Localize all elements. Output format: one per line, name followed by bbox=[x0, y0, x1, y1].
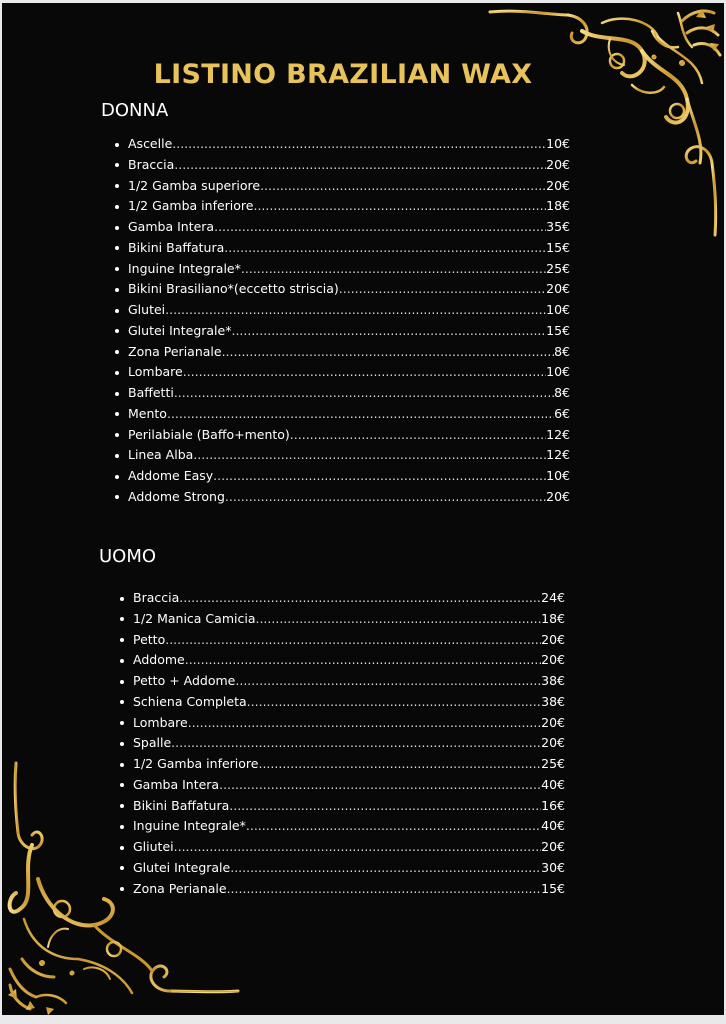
dot-leader bbox=[260, 176, 546, 197]
dot-leader bbox=[214, 217, 546, 238]
item-name: Gliutei bbox=[133, 839, 174, 854]
item-price: 20€ bbox=[546, 177, 570, 193]
item-name: Glutei Integrale* bbox=[128, 322, 232, 338]
price-list-donna bbox=[128, 134, 570, 508]
dot-leader bbox=[183, 362, 546, 383]
list-item bbox=[133, 796, 565, 817]
dot-leader bbox=[247, 692, 541, 713]
item-price: 12€ bbox=[546, 426, 570, 442]
item-price: 18€ bbox=[541, 610, 565, 626]
dot-leader bbox=[290, 425, 546, 446]
dot-leader bbox=[185, 650, 541, 671]
item-name: Lombare bbox=[133, 714, 188, 730]
dot-leader bbox=[339, 279, 546, 300]
list-item bbox=[133, 837, 565, 858]
item-price: 20€ bbox=[546, 281, 570, 297]
dot-leader bbox=[171, 733, 541, 754]
list-item bbox=[128, 362, 570, 383]
list-item bbox=[128, 217, 570, 238]
item-name: 1/2 Gamba inferiore bbox=[133, 756, 259, 771]
item-price: 20€ bbox=[541, 839, 565, 854]
item-price: 20€ bbox=[546, 156, 570, 172]
item-price: 30€ bbox=[541, 859, 565, 875]
dot-leader bbox=[235, 671, 541, 692]
list-item bbox=[128, 404, 570, 425]
list-item bbox=[128, 279, 570, 300]
dot-leader bbox=[231, 321, 546, 342]
list-item bbox=[128, 196, 570, 217]
list-item bbox=[133, 754, 565, 775]
dot-leader bbox=[255, 609, 541, 630]
list-item bbox=[128, 134, 570, 155]
page-title: LISTINO BRAZILIAN WAX bbox=[153, 59, 533, 91]
item-price: 15€ bbox=[546, 322, 570, 338]
dot-leader bbox=[227, 879, 542, 900]
dot-leader bbox=[188, 713, 541, 734]
item-name: Glutei Integrale bbox=[133, 859, 231, 875]
list-item bbox=[128, 300, 570, 321]
item-name: Petto bbox=[133, 631, 166, 647]
item-price: 8€ bbox=[554, 385, 570, 400]
list-item bbox=[133, 692, 565, 713]
dot-leader bbox=[253, 196, 546, 217]
item-name: Petto + Addome bbox=[133, 673, 236, 688]
section-heading-uomo: UOMO bbox=[99, 546, 157, 567]
item-price: 35€ bbox=[546, 219, 570, 234]
dot-leader bbox=[165, 300, 546, 321]
price-list-uomo bbox=[133, 588, 565, 899]
dot-leader bbox=[241, 259, 546, 280]
list-item bbox=[128, 176, 570, 197]
item-price: 20€ bbox=[546, 488, 570, 504]
list-item bbox=[133, 816, 565, 837]
item-price: 18€ bbox=[546, 198, 570, 214]
list-item bbox=[133, 858, 565, 879]
item-name: Braccia bbox=[128, 156, 175, 172]
dot-leader bbox=[230, 858, 541, 879]
list-item bbox=[133, 775, 565, 796]
list-item bbox=[133, 588, 565, 609]
dot-leader bbox=[174, 155, 546, 176]
item-price: 40€ bbox=[541, 776, 565, 792]
item-price: 10€ bbox=[546, 136, 570, 151]
dot-leader bbox=[229, 796, 541, 817]
list-item bbox=[128, 342, 570, 363]
dot-leader bbox=[172, 134, 546, 155]
list-item bbox=[128, 425, 570, 446]
dot-leader bbox=[179, 588, 541, 609]
item-price: 25€ bbox=[541, 756, 565, 771]
list-item bbox=[128, 321, 570, 342]
dot-leader bbox=[225, 487, 546, 508]
item-price: 20€ bbox=[541, 652, 565, 668]
list-item bbox=[133, 650, 565, 671]
dot-leader bbox=[246, 816, 541, 837]
item-name: Inguine Integrale* bbox=[128, 260, 241, 276]
item-price: 8€ bbox=[554, 343, 570, 359]
dot-leader bbox=[258, 754, 541, 775]
list-item bbox=[128, 445, 570, 466]
item-name: Braccia bbox=[133, 590, 180, 605]
item-name: Gamba Intera bbox=[133, 776, 220, 792]
section-heading-donna: DONNA bbox=[101, 100, 169, 121]
item-name: Glutei bbox=[128, 302, 166, 317]
item-name: Addome Easy bbox=[128, 468, 214, 483]
item-name: Mento bbox=[128, 405, 167, 421]
list-item bbox=[128, 466, 570, 487]
item-name: Bikini Baffatura bbox=[133, 797, 230, 813]
item-name: Addome Strong bbox=[128, 488, 225, 504]
dot-leader bbox=[174, 383, 554, 404]
item-price: 16€ bbox=[541, 797, 565, 813]
item-name: Zona Perianale bbox=[133, 880, 227, 896]
item-name: Gamba Intera bbox=[128, 219, 215, 234]
item-price: 15€ bbox=[546, 239, 570, 255]
list-item bbox=[128, 259, 570, 280]
item-price: 10€ bbox=[546, 302, 570, 317]
item-price: 20€ bbox=[541, 714, 565, 730]
list-item bbox=[128, 238, 570, 259]
item-name: Bikini Baffatura bbox=[128, 239, 225, 255]
list-item bbox=[133, 671, 565, 692]
dot-leader bbox=[219, 775, 541, 796]
dot-leader bbox=[165, 630, 541, 651]
item-price: 38€ bbox=[541, 693, 565, 709]
item-name: Schiena Completa bbox=[133, 693, 247, 709]
list-item bbox=[128, 487, 570, 508]
item-name: Lombare bbox=[128, 364, 183, 380]
item-name: 1/2 Manica Camicia bbox=[133, 610, 256, 626]
item-price: 25€ bbox=[546, 260, 570, 276]
item-name: 1/2 Gamba inferiore bbox=[128, 198, 254, 214]
item-name: Linea Alba bbox=[128, 447, 194, 463]
item-price: 20€ bbox=[541, 631, 565, 647]
item-price: 15€ bbox=[541, 880, 565, 896]
item-name: Inguine Integrale* bbox=[133, 818, 246, 834]
list-item bbox=[133, 713, 565, 734]
item-price: 38€ bbox=[541, 673, 565, 688]
item-price: 20€ bbox=[541, 735, 565, 751]
item-name: Zona Perianale bbox=[128, 343, 222, 359]
dot-leader bbox=[224, 238, 546, 259]
list-item bbox=[128, 155, 570, 176]
item-name: Bikini Brasiliano*(eccetto striscia) bbox=[128, 281, 339, 297]
item-price: 12€ bbox=[546, 447, 570, 463]
list-item bbox=[133, 879, 565, 900]
item-name: Baffetti bbox=[128, 385, 174, 400]
list-item bbox=[128, 383, 570, 404]
item-price: 6€ bbox=[554, 405, 570, 421]
dot-leader bbox=[174, 837, 542, 858]
item-price: 10€ bbox=[546, 468, 570, 483]
dot-leader bbox=[213, 466, 546, 487]
item-name: Ascelle bbox=[128, 136, 173, 151]
item-name: Spalle bbox=[133, 735, 172, 751]
item-price: 24€ bbox=[541, 590, 565, 605]
price-list-page bbox=[2, 3, 724, 1015]
item-name: Addome bbox=[133, 652, 185, 668]
dot-leader bbox=[167, 404, 554, 425]
dot-leader bbox=[222, 342, 555, 363]
item-name: 1/2 Gamba superiore bbox=[128, 177, 261, 193]
list-item bbox=[133, 609, 565, 630]
item-price: 10€ bbox=[546, 364, 570, 380]
item-price: 40€ bbox=[541, 818, 565, 834]
list-item bbox=[133, 733, 565, 754]
item-name: Perilabiale (Baffo+mento) bbox=[128, 426, 290, 442]
list-item bbox=[133, 630, 565, 651]
dot-leader bbox=[193, 445, 546, 466]
